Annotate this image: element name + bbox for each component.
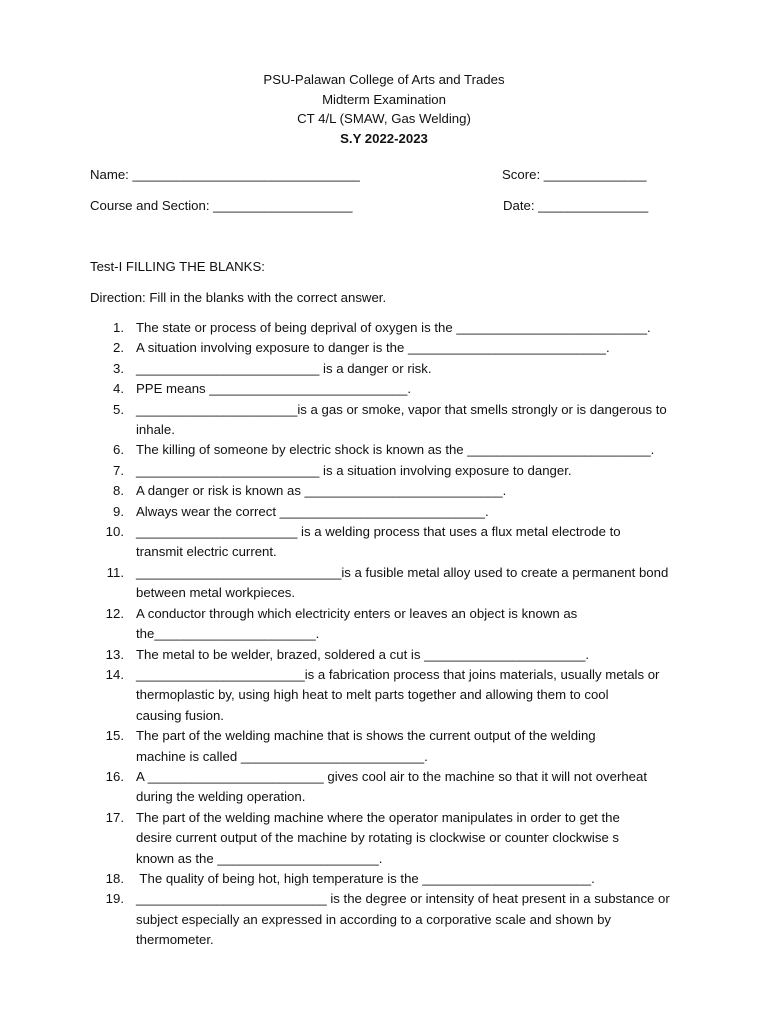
question-line: machine is called _________________________. — [136, 748, 428, 764]
question-item — [90, 379, 690, 399]
question-number: 16. — [105, 768, 124, 784]
date-field[interactable]: Date: _______________ — [503, 198, 649, 213]
question-line: A ________________________ gives cool air to the machine so that it will not overheat — [136, 768, 648, 784]
question-number: 4. — [113, 381, 124, 397]
question-number: 17. — [105, 809, 124, 825]
question-text — [136, 318, 690, 338]
exam-header — [0, 70, 768, 148]
question-text — [136, 522, 690, 563]
question-text — [136, 563, 690, 604]
question-text — [136, 645, 690, 665]
question-line: causing fusion. — [136, 707, 224, 723]
question-line: The metal to be welder, brazed, soldered a cut is ______________________. — [136, 646, 590, 662]
question-line: during the welding operation. — [136, 789, 306, 805]
question-line: _________________________ is a danger or risk. — [136, 360, 432, 376]
question-text — [136, 440, 690, 460]
question-text — [136, 808, 690, 869]
question-item — [90, 461, 690, 481]
question-text — [136, 359, 690, 379]
question-line: Always wear the correct ____________________________. — [136, 503, 489, 519]
question-item — [90, 522, 690, 563]
question-line: ____________________________is a fusible metal alloy used to create a permanent bond — [136, 564, 669, 580]
question-number: 11. — [106, 564, 124, 580]
question-number: 10. — [105, 524, 124, 540]
question-number: 8. — [113, 483, 124, 499]
question-item — [90, 889, 690, 950]
question-number: 14. — [105, 666, 124, 682]
question-line: subject especially an expressed in according to a corporative scale and shown by — [136, 911, 612, 927]
question-number: 1. — [113, 320, 124, 335]
question-text — [136, 379, 690, 399]
question-text — [136, 604, 690, 645]
question-text — [136, 400, 690, 441]
question-number: 19. — [105, 891, 124, 907]
question-item — [90, 318, 690, 338]
question-line: known as the ______________________. — [136, 850, 383, 866]
question-line: _______________________is a fabrication process that joins materials, usually metals or — [136, 666, 660, 682]
question-line: The quality of being hot, high temperature is the _______________________. — [136, 870, 595, 886]
question-line: __________________________ is the degree or intensity of heat present in a substance or — [136, 891, 670, 907]
question-line: _________________________ is a situation involving exposure to danger. — [136, 462, 572, 478]
question-number: 7. — [113, 462, 124, 478]
question-item — [90, 400, 690, 441]
question-line: PPE means ___________________________. — [136, 381, 411, 397]
question-item — [90, 481, 690, 501]
question-line: A conductor through which electricity enters or leaves an object is known as — [136, 605, 578, 621]
question-number: 12. — [105, 605, 124, 621]
question-item — [90, 808, 690, 869]
question-item — [90, 869, 690, 889]
question-item — [90, 440, 690, 460]
question-number: 3. — [113, 360, 124, 376]
question-item — [90, 338, 690, 358]
name-field[interactable]: Name: _______________________________ — [90, 167, 360, 182]
question-line: inhale. — [136, 422, 175, 438]
score-field[interactable]: Score: ______________ — [502, 167, 647, 182]
question-line: between metal workpieces. — [136, 585, 296, 601]
question-list — [90, 318, 690, 951]
test-title: Test-I FILLING THE BLANKS: — [90, 259, 265, 274]
test-direction: Direction: Fill in the blanks with the correct answer. — [90, 290, 387, 305]
question-text — [136, 869, 690, 889]
question-item — [90, 645, 690, 665]
question-number: 15. — [105, 728, 124, 744]
question-line: The killing of someone by electric shock is known as the _________________________. — [136, 442, 655, 458]
question-text — [136, 665, 690, 726]
question-number: 9. — [113, 503, 124, 519]
question-text — [136, 767, 690, 808]
question-number: 2. — [113, 340, 124, 356]
question-line: The part of the welding machine that is shows the current output of the welding — [136, 728, 596, 744]
question-line: transmit electric current. — [136, 544, 277, 560]
question-number: 6. — [113, 442, 124, 458]
question-line: thermoplastic by, using high heat to melt parts together and allowing them to cool — [136, 687, 609, 703]
question-item — [90, 604, 690, 645]
question-item — [90, 359, 690, 379]
question-text — [136, 502, 690, 522]
question-item — [90, 502, 690, 522]
question-line: ______________________ is a welding process that uses a flux metal electrode to — [136, 524, 621, 540]
question-line: ______________________is a gas or smoke, vapor that smells strongly or is dangerous to — [136, 401, 667, 417]
question-line: desire current output of the machine by rotating is clockwise or counter clockwise s — [136, 830, 620, 846]
exam-type: Midterm Examination — [322, 91, 446, 107]
question-line: The part of the welding machine where the operator manipulates in order to get the — [136, 809, 620, 825]
question-number: 18. — [105, 870, 124, 886]
course-title: CT 4/L (SMAW, Gas Welding) — [297, 111, 471, 126]
question-item — [90, 665, 690, 726]
school-name: PSU-Palawan College of Arts and Trades — [263, 72, 505, 87]
question-text — [136, 481, 690, 501]
question-line: A danger or risk is known as ___________________________. — [136, 483, 507, 499]
question-line: A situation involving exposure to danger is the ___________________________. — [136, 340, 610, 356]
question-line: thermometer. — [136, 932, 214, 948]
school-year: S.Y 2022-2023 — [340, 130, 428, 146]
question-number: 13. — [105, 646, 124, 662]
question-text — [136, 726, 690, 767]
question-line: The state or process of being deprival of oxygen is the __________________________. — [136, 320, 651, 335]
question-line: the______________________. — [136, 626, 320, 642]
course-section-field[interactable]: Course and Section: ___________________ — [90, 198, 353, 213]
question-number: 5. — [113, 401, 124, 417]
question-item — [90, 726, 690, 767]
question-item — [90, 563, 690, 604]
question-text — [136, 338, 690, 358]
question-item — [90, 767, 690, 808]
question-text — [136, 461, 690, 481]
question-text — [136, 889, 690, 950]
